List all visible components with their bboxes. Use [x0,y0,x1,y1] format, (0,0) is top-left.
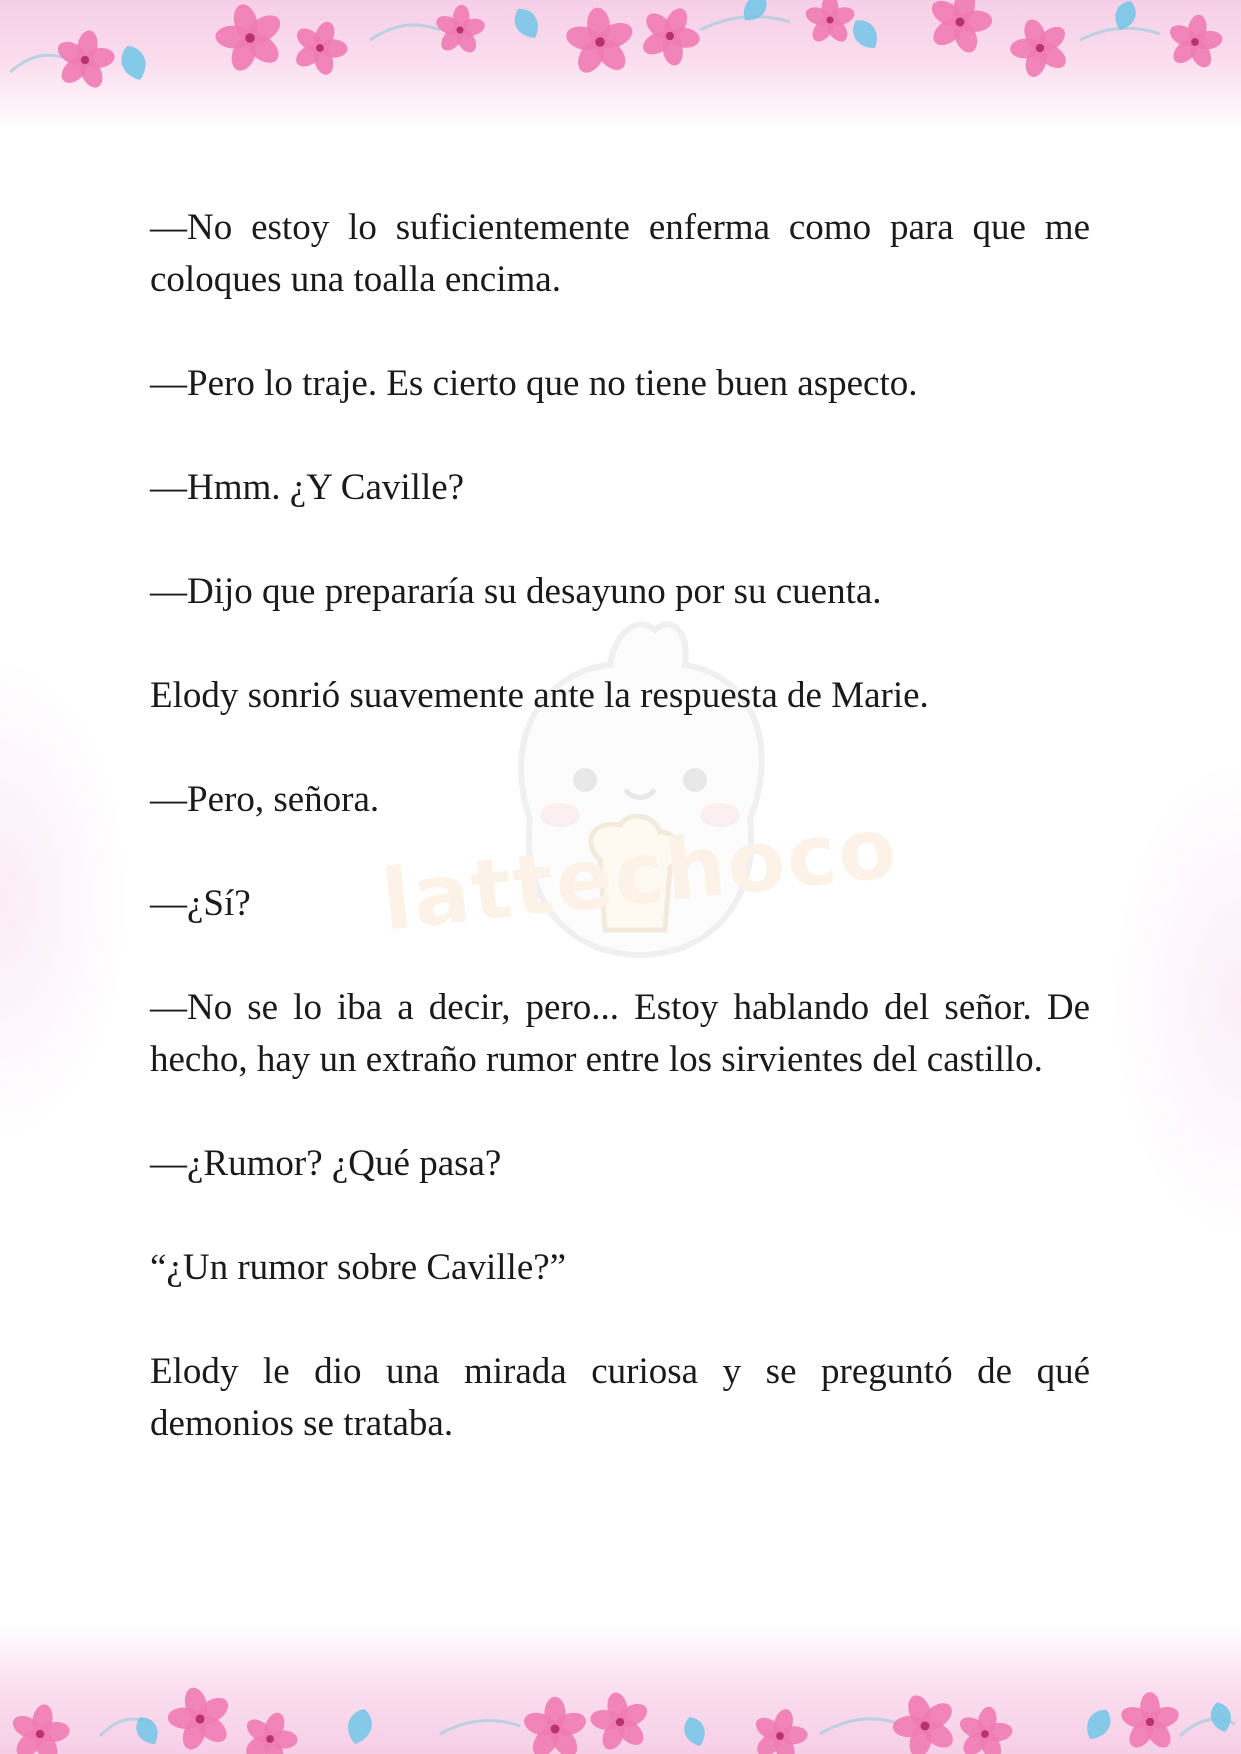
blue-leaf-icon [680,1714,709,1750]
floral-border-bottom [0,1624,1241,1754]
paragraph: Elody sonrió suavemente ante la respuesta de Marie. [150,675,929,716]
pink-flower-icon [1000,9,1080,87]
pink-flower-icon [584,1687,656,1754]
story-text [150,202,1090,1502]
blue-leaf-icon [344,1706,376,1747]
pink-flower-icon [521,1697,589,1754]
pink-flower-icon [919,0,1001,62]
sparkle-vine-icon [10,55,70,72]
paragraph: —¿Rumor? ¿Qué pasa? [150,1143,502,1184]
pink-flower-icon [4,1699,76,1754]
pink-flower-icon [49,25,121,95]
watermark-text: lattechoco [377,798,903,950]
sparkle-vine-icon [820,1719,900,1734]
blue-leaf-icon [847,14,884,54]
pink-flower-icon [159,1679,241,1754]
pink-flower-icon [629,0,711,76]
floral-decoration-bottom [0,1624,1241,1754]
blue-leaf-icon [1207,1700,1234,1735]
pink-flower-icon [561,4,639,79]
pink-flower-icon [882,1684,968,1754]
floral-decoration-top [0,0,1241,130]
pink-flower-icon [952,1702,1019,1754]
pink-flower-icon [803,0,856,45]
pink-flower-icon [745,1702,815,1754]
floral-border-top [0,0,1241,130]
paragraph: —No estoy lo suficientemente enferma como para que me coloques una toalla encima. [150,207,1090,300]
pink-flower-icon [1119,1692,1182,1752]
blue-leaf-icon [737,0,772,26]
blue-leaf-icon [1081,1705,1117,1745]
paragraph: —Pero lo traje. Es cierto que no tiene buen aspecto. [150,363,918,404]
blue-leaf-icon [117,42,151,84]
pink-flower-icon [1162,10,1229,75]
paragraph: “¿Un rumor sobre Caville?” [150,1247,567,1288]
pink-flower-icon [206,0,294,81]
blue-leaf-icon [509,4,545,44]
paragraph: —Pero, señora. [150,779,380,820]
paragraph: —No se lo iba a decir, pero... Estoy hablando del señor. De hecho, hay un extraño rumor entre los sirvientes del castillo. [150,987,1090,1080]
paragraph: —Dijo que prepararía su desayuno por su cuenta. [150,571,882,612]
sparkle-vine-icon [440,1721,520,1734]
paragraph: Elody le dio una mirada curiosa y se preguntó de qué demonios se trataba. [150,1351,1090,1444]
pink-flower-icon [233,1703,307,1754]
sparkle-vine-icon [370,25,440,40]
paragraph: —¿Sí? [150,883,251,924]
pink-flower-icon [283,12,357,84]
paragraph: —Hmm. ¿Y Caville? [150,467,465,508]
